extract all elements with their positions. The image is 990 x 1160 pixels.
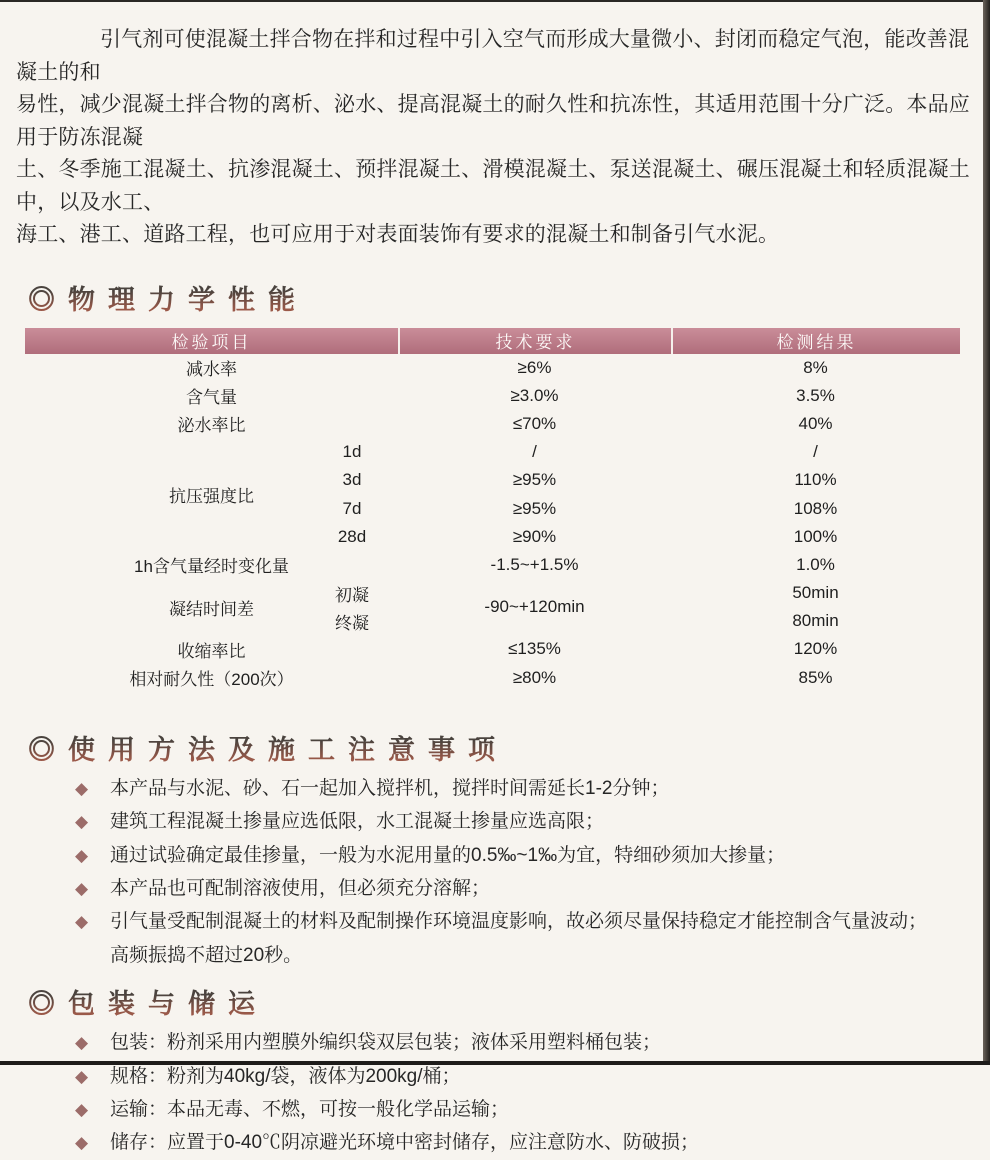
table-cell-requirement: -1.5~+1.5% — [490, 554, 579, 574]
section-marker-icon: ◎ — [28, 284, 68, 315]
table-cell-item: 相对耐久性（200次） — [129, 670, 294, 690]
table-cell-result: 100% — [793, 526, 838, 546]
table-header-row — [25, 328, 960, 354]
list-item-line: 运输：本品无毒、不燃，可按一般化学品运输； — [110, 1099, 510, 1120]
table-cell-requirement: / — [532, 442, 537, 462]
table-column-header: 检验项目 — [171, 333, 252, 352]
list-item-text — [110, 1093, 509, 1126]
table-cell-item: 凝结时间差 — [169, 599, 254, 619]
list-item-text — [110, 772, 669, 805]
list-item-line: 储存：应置于0-40℃阴凉避光环境中密封储存，应注意防水、防破损； — [110, 1132, 700, 1154]
list-item — [75, 839, 990, 872]
physical-properties-table — [25, 328, 960, 692]
diamond-bullet-icon: ◆ — [75, 1133, 89, 1153]
list-item — [75, 905, 990, 972]
section-title-text: 使用方法及施工注意事项 — [68, 734, 508, 765]
intro-line: 引气剂可使混凝土拌合物在拌和过程中引入空气而形成大量微小、封闭而稳定气泡，能改善混凝土的和 — [16, 28, 970, 84]
section-title-text: 包装与储运 — [68, 989, 268, 1020]
list-item-line: 建筑工程混凝土掺量应选低限，水工混凝土掺量应选高限； — [110, 811, 605, 833]
table-cell-result: 3.5% — [796, 385, 835, 405]
table-cell-item: 含气量 — [186, 388, 237, 408]
table-cell-item: 减水率 — [186, 360, 237, 380]
table-cell-requirement: ≥3.0% — [510, 385, 559, 405]
list-item-text — [110, 1126, 699, 1159]
table-cell-result: 1.0% — [796, 554, 835, 574]
list-item-line: 本产品也可配制溶液使用，但必须充分溶解； — [110, 877, 491, 899]
list-item-line: 引气量受配制混凝土的材料及配制操作环境温度影响，故必须尽量保持稳定才能控制含气量波动； — [110, 911, 928, 933]
list-item-line: 本产品与水泥、砂、石一起加入搅拌机，搅拌时间需延长1-2分钟； — [110, 777, 670, 799]
list-item — [75, 772, 990, 805]
table-cell-requirement: ≤135% — [508, 639, 561, 659]
list-item-line: 高频振捣不超过20秒。 — [110, 944, 303, 966]
list-item — [75, 1026, 990, 1059]
diamond-bullet-icon: ◆ — [75, 845, 89, 865]
table-cell-subitem: 1d — [342, 442, 362, 462]
table-cell-requirement: ≥80% — [512, 667, 557, 687]
table-cell-subitem: 28d — [337, 526, 367, 546]
table-cell-requirement: -90~+120min — [484, 597, 585, 617]
packaging-list — [0, 1026, 990, 1160]
intro-paragraph — [0, 0, 990, 252]
diamond-bullet-icon: ◆ — [75, 1033, 89, 1053]
table-cell-subitem: 初凝 — [335, 585, 369, 605]
table-cell-requirement: ≥90% — [512, 526, 557, 546]
section-marker-icon: ◎ — [28, 734, 68, 765]
list-item-text — [110, 1026, 661, 1059]
table-cell-requirement: ≥95% — [512, 470, 557, 490]
intro-line: 易性，减少混凝土拌合物的离析、泌水、提高混凝土的耐久性和抗冻性，其适用范围十分广泛。本品应用于防冻混凝 — [16, 93, 970, 149]
table-column-header: 检测结果 — [671, 328, 960, 354]
section-title-packaging — [0, 986, 990, 1022]
scan-edge-bottom — [0, 1061, 990, 1065]
list-item — [75, 1093, 990, 1126]
diamond-bullet-icon: ◆ — [75, 778, 89, 798]
intro-line: 土、冬季施工混凝土、抗渗混凝土、预拌混凝土、滑模混凝土、泵送混凝土、碾压混凝土和轻质混凝土中，以及水工、 — [16, 158, 970, 214]
list-item-text — [110, 839, 785, 872]
list-item — [75, 1126, 990, 1159]
table-cell-subitem: 7d — [342, 498, 362, 518]
section-title-physical — [0, 282, 990, 318]
section-title-usage — [0, 732, 990, 768]
physical-table-body — [25, 354, 960, 692]
table-cell-requirement: ≥6% — [517, 357, 552, 377]
table-cell-result: 85% — [798, 667, 833, 687]
scan-edge-right — [983, 0, 990, 1065]
diamond-bullet-icon: ◆ — [75, 1100, 89, 1119]
table-column-header: 技术要求 — [398, 328, 671, 354]
list-item — [75, 805, 990, 838]
list-item-text — [110, 805, 604, 838]
section-title-text: 物理力学性能 — [68, 284, 308, 315]
table-cell-item: 收缩率比 — [177, 641, 246, 661]
list-item-line: 包装：粉剂采用内塑膜外编织袋双层包装；液体采用塑料桶包装； — [110, 1032, 662, 1054]
table-cell-result: 40% — [798, 413, 833, 433]
table-cell-result: 80min — [792, 611, 839, 631]
table-cell-subitem: 3d — [342, 470, 362, 490]
list-item-text — [110, 905, 927, 972]
diamond-bullet-icon: ◆ — [75, 1066, 89, 1086]
list-item-line: 规格：粉剂为40kg/袋，液体为200kg/桶； — [110, 1065, 461, 1087]
table-cell-item: 1h含气量经时变化量 — [134, 557, 289, 577]
scan-edge-top — [0, 0, 990, 2]
table-cell-item: 抗压强度比 — [169, 486, 254, 506]
diamond-bullet-icon: ◆ — [75, 812, 89, 832]
table-cell-requirement: ≤70% — [512, 413, 557, 433]
intro-line: 海工、港工、道路工程，也可应用于对表面装饰有要求的混凝土和制备引气水泥。 — [16, 223, 780, 246]
table-cell-result: 110% — [794, 470, 837, 490]
table-cell-result: 8% — [803, 357, 828, 377]
usage-list — [0, 772, 990, 972]
diamond-bullet-icon: ◆ — [75, 912, 89, 932]
section-marker-icon: ◎ — [28, 989, 68, 1020]
table-cell-result: 50min — [792, 583, 839, 603]
table-cell-subitem: 终凝 — [335, 613, 369, 633]
table-cell-result: / — [813, 442, 818, 462]
list-item-line: 通过试验确定最佳掺量，一般为水泥用量的0.5‰~1‰为宜，特细砂须加大掺量； — [110, 844, 786, 866]
list-item-text — [110, 872, 490, 905]
table-cell-item: 泌水率比 — [177, 416, 246, 436]
table-cell-requirement: ≥95% — [512, 498, 557, 518]
list-item — [75, 872, 990, 905]
table-cell-result: 120% — [793, 639, 838, 659]
table-cell-result: 108% — [793, 498, 838, 518]
diamond-bullet-icon: ◆ — [75, 878, 89, 898]
